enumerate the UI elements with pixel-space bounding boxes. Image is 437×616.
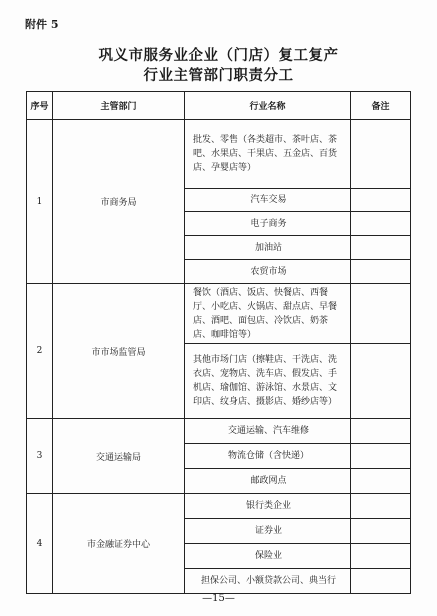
- industry-cell: 电子商务: [185, 212, 351, 236]
- note-cell: [351, 444, 411, 469]
- header-note: 备注: [351, 92, 411, 120]
- attachment-label: 附件 5: [25, 18, 59, 31]
- header-industry: 行业名称: [185, 92, 351, 120]
- page-number: —15—: [202, 593, 235, 604]
- note-cell: [351, 494, 411, 519]
- industry-cell: 农贸市场: [185, 260, 351, 284]
- table-row: [27, 419, 411, 444]
- row-no: 1: [27, 120, 53, 284]
- note-cell: [351, 519, 411, 544]
- note-cell: [351, 212, 411, 236]
- industry-cell: 交通运输、汽车维修: [185, 419, 351, 444]
- note-cell: [351, 284, 411, 344]
- industry-cell: 其他市场门店（擦鞋店、干洗店、洗衣店、宠物店、洗车店、假发店、手机店、瑜伽馆、游泳馆、水景店、文印店、纹身店、摄影店、婚纱店等）: [185, 344, 351, 419]
- industry-cell: 批发、零售（各类超市、茶叶店、茶吧、水果店、干果店、五金店、百货店、孕婴店等）: [185, 120, 351, 189]
- table-row: [27, 494, 411, 519]
- row-no: 3: [27, 419, 53, 494]
- note-cell: [351, 569, 411, 594]
- industry-cell: 邮政网点: [185, 469, 351, 494]
- row-no: 2: [27, 284, 53, 419]
- document-title-line1: 巩义市服务业企业（门店）复工复产: [98, 47, 339, 64]
- document-title-line2: 行业主管部门职责分工: [143, 67, 294, 84]
- industry-cell: 保险业: [185, 544, 351, 569]
- row-dept: 市市场监管局: [53, 284, 185, 419]
- note-cell: [351, 419, 411, 444]
- table-row: [27, 120, 411, 189]
- note-cell: [351, 544, 411, 569]
- industry-cell: 加油站: [185, 236, 351, 260]
- industry-cell: 担保公司、小额贷款公司、典当行: [185, 569, 351, 594]
- row-dept: 交通运输局: [53, 419, 185, 494]
- industry-cell: 物流仓储（含快递）: [185, 444, 351, 469]
- industry-cell: 证券业: [185, 519, 351, 544]
- note-cell: [351, 344, 411, 419]
- row-no: 4: [27, 494, 53, 594]
- table-row: [27, 284, 411, 344]
- header-dept: 主管部门: [53, 92, 185, 120]
- row-dept: 市商务局: [53, 120, 185, 284]
- industry-cell: 银行类企业: [185, 494, 351, 519]
- row-dept: 市金融证券中心: [53, 494, 185, 594]
- industry-cell: 餐饮（酒店、饭店、快餐店、西餐厅、小吃店、火锅店、甜点店、早餐店、酒吧、面包店、冷饮店、奶茶店、咖啡馆等）: [185, 284, 351, 344]
- industry-cell: 汽车交易: [185, 189, 351, 212]
- responsibility-table: [26, 91, 411, 594]
- note-cell: [351, 189, 411, 212]
- table-header-row: [27, 92, 411, 120]
- header-no: 序号: [27, 92, 53, 120]
- note-cell: [351, 469, 411, 494]
- note-cell: [351, 260, 411, 284]
- note-cell: [351, 236, 411, 260]
- note-cell: [351, 120, 411, 189]
